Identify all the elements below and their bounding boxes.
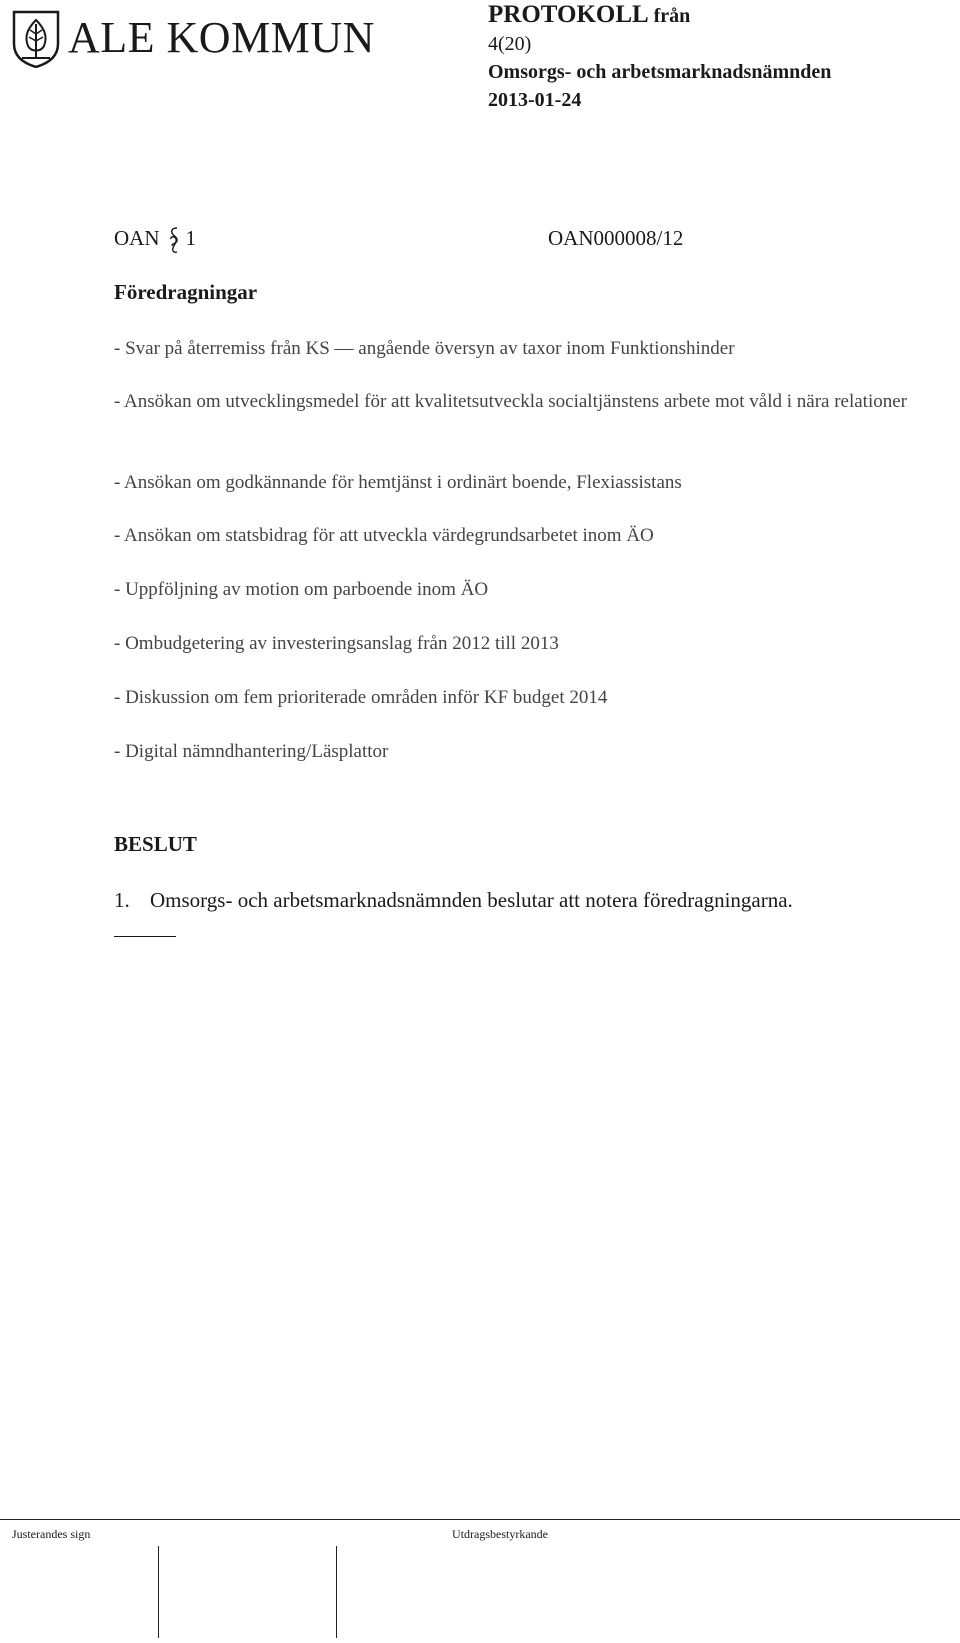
briefing-item: - Ansökan om godkännande för hemtjänst i ordinärt boende, Flexiassistans — [114, 472, 682, 493]
doc-title-suffix: från — [653, 5, 691, 27]
doc-title — [488, 2, 690, 27]
briefing-item: - Ansökan om utvecklingsmedel för att kvalitetsutveckla socialtjänstens arbete mot våld i nära relationer — [114, 391, 907, 412]
paragraph-number: 1 — [185, 226, 196, 250]
case-number: OAN000008/12 — [548, 226, 684, 250]
briefing-item: - Digital nämndhantering/Läsplattor — [114, 741, 389, 762]
decision-number: 1. — [114, 888, 130, 912]
briefings-heading: Föredragningar — [114, 280, 258, 304]
board-code: OAN — [114, 226, 160, 250]
briefing-item: - Svar på återremiss från KS — angående översyn av taxor inom Funktionshinder — [114, 338, 735, 359]
signature-field-divider — [336, 1546, 337, 1638]
briefing-item: - Ansökan om statsbidrag för att utveckla värdegrundsarbetet inom ÄO — [114, 525, 654, 546]
sign-label: Justerandes sign — [12, 1527, 91, 1541]
meeting-date: 2013-01-24 — [488, 89, 582, 111]
briefing-item: - Uppföljning av motion om parboende inom ÄO — [114, 579, 489, 600]
doc-title-main: PROTOKOLL — [488, 1, 648, 28]
org-name: ALE KOMMUN — [68, 13, 375, 62]
decision-heading: BESLUT — [114, 832, 197, 856]
decision-text — [114, 888, 793, 913]
paragraph-reference — [114, 226, 196, 254]
footer-divider — [0, 1519, 960, 1520]
board-name: Omsorgs- och arbetsmarknadsnämnden — [488, 61, 832, 83]
certified-label: Utdragsbestyrkande — [452, 1527, 548, 1541]
briefing-item: - Diskussion om fem prioriterade områden inför KF budget 2014 — [114, 687, 608, 708]
end-of-section-line — [114, 936, 176, 937]
signature-field-divider — [158, 1546, 159, 1638]
decision-body: Omsorgs- och arbetsmarknadsnämnden beslutar att notera föredragningarna. — [150, 888, 793, 912]
page-number: 4(20) — [488, 33, 532, 55]
municipality-logo — [10, 10, 62, 68]
briefing-item: - Ombudgetering av investeringsanslag från 2012 till 2013 — [114, 633, 559, 654]
paragraph-sign-icon — [168, 226, 180, 254]
